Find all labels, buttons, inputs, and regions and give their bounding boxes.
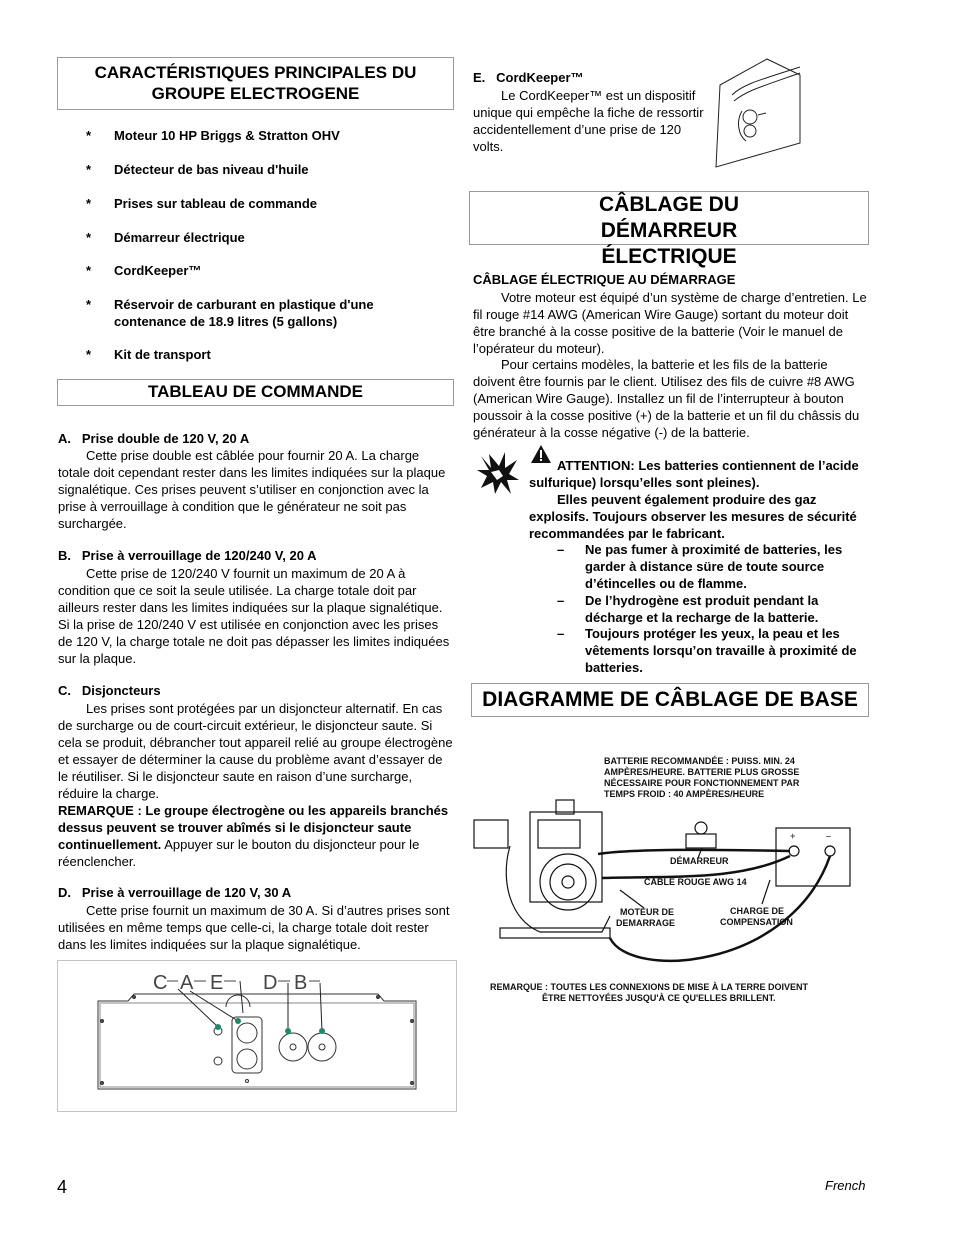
feature-label: Réservoir de carburant en plastique d'une contenance de 18.9 litres (5 gallons) bbox=[114, 297, 374, 329]
dash: – bbox=[557, 542, 565, 557]
panel-label-b: B bbox=[294, 972, 308, 994]
panel-label-a: A bbox=[180, 972, 194, 994]
motor-label-line: DEMARRAGE bbox=[616, 918, 676, 928]
panel-title: TABLEAU DE COMMANDE bbox=[147, 382, 363, 401]
panel-title-box bbox=[57, 379, 454, 406]
bullet-star: * bbox=[86, 347, 92, 362]
section-c-text: Les prises sont protégées par un disjoncteur alternatif. En cas de surcharge ou de court-circuit extérieur, le disjoncteur saute. Si cela se produit, débrancher tout appareil relié au groupe électrogène et essayer de déterminer la cause du problème avant d’essayer de le réutiliser. Si le disjoncteur saute en raison d’une surcharge, réduire la charge. bbox=[58, 701, 453, 801]
section-c-heading: C. Disjoncteurs bbox=[58, 683, 161, 698]
control-panel-figure bbox=[57, 960, 457, 1112]
section-b-heading: B. Prise à verrouillage de 120/240 V, 20 A bbox=[58, 548, 317, 563]
attention-line-1: ATTENTION: Les batteries contiennent de l’acide sulfurique) lorsqu’elles sont pleines). bbox=[529, 458, 859, 490]
bullet-star: * bbox=[86, 230, 92, 245]
cordkeeper-figure bbox=[712, 55, 802, 170]
wiring-diagram bbox=[470, 740, 870, 1020]
section-a-body: Cette prise double est câblée pour fournir 20 A. La charge totale doit cependant rester dans les limites indiquées sur la plaque signalétique. Ces prises peuvent s’utiliser en conjonction avec la prise à verrouillage à condition que le générateur ne soit pas surchargée. bbox=[58, 448, 446, 531]
wiring-paragraph-1: Votre moteur est équipé d’un système de charge d’entretien. Le fil rouge #14 AWG (American Wire Gauge) sortant du moteur doit être branché à la cosse positive de la batterie (Voir le manuel de l’opérateur du moteur). bbox=[473, 290, 867, 356]
features-title-box bbox=[57, 57, 454, 110]
section-e-body: Le CordKeeper™ est un dispositif unique qui empêche la fiche de ressortir accidentellement d’une prise de 120 volts. bbox=[473, 88, 704, 154]
attention-item bbox=[557, 541, 869, 592]
language-label: French bbox=[825, 1178, 866, 1193]
charge-label-line: COMPENSATION bbox=[720, 917, 793, 927]
bullet-star: * bbox=[86, 263, 92, 278]
section-c-note-rest: Appuyer sur le bouton du disjoncteur pour le réenclencher. bbox=[58, 837, 420, 869]
feature-label: Kit de transport bbox=[114, 347, 211, 362]
bullet-star: * bbox=[86, 128, 92, 143]
feature-label: Prises sur tableau de commande bbox=[114, 196, 318, 211]
bullet-star: * bbox=[86, 162, 92, 177]
attention-line-2: Elles peuvent également produire des gaz explosifs. Toujours observer les mesures de sécurité recommandées par le fabricant. bbox=[529, 492, 857, 541]
starter-label: DÉMARREUR bbox=[670, 856, 729, 866]
wiring-diagram-drawing bbox=[470, 740, 870, 1020]
feature-label: CordKeeper™ bbox=[114, 263, 202, 278]
section-c-body bbox=[58, 700, 454, 870]
motor-label-line: MOTEUR DE bbox=[620, 907, 674, 917]
attention-item bbox=[557, 625, 869, 676]
dash: – bbox=[557, 626, 565, 641]
charge-label-line: CHARGE DE bbox=[730, 906, 785, 916]
feature-label: Moteur 10 HP Briggs & Stratton OHV bbox=[114, 128, 340, 143]
ground-note-line: REMARQUE : TOUTES LES CONNEXIONS DE MISE À LA TERRE DOIVENT bbox=[490, 982, 809, 992]
battery-note-line: TEMPS FROID : 40 AMPÈRES/HEURE bbox=[604, 789, 765, 799]
control-panel-drawing bbox=[58, 961, 456, 1111]
red-cable-label: CÂBLE ROUGE AWG 14 bbox=[644, 877, 747, 887]
wiring-paragraph-2: Pour certains modèles, la batterie et les fils de la batterie doivent être fournis par le client. Utilisez des fils de cuivre #8 AWG (American Wire Gauge). Installez un fil de l’interrupteur à bouton poussoir à la cosse positive (+) de la batterie et un fil du châssis du générateur à la cosse négative (-) de la batterie. bbox=[473, 357, 860, 440]
panel-label-c: C bbox=[153, 972, 168, 994]
section-d-heading: D. Prise à verrouillage de 120 V, 30 A bbox=[58, 885, 292, 900]
wiring-title-box bbox=[469, 191, 869, 268]
section-e-heading: E. CordKeeper™ bbox=[473, 70, 584, 85]
feature-label: Démarreur électrique bbox=[114, 230, 245, 245]
attention-block bbox=[529, 457, 869, 542]
battery-note-line: BATTERIE RECOMMANDÉE : PUISS. MIN. 24 bbox=[604, 756, 795, 766]
battery-note-line: NÉCESSAIRE POUR FONCTIONNEMENT PAR bbox=[604, 778, 800, 788]
explosion-icon bbox=[477, 450, 521, 496]
battery-minus: – bbox=[826, 831, 832, 841]
features-title: CARACTÉRISTIQUES PRINCIPALES DU GROUPE ELECTROGENE bbox=[94, 63, 417, 103]
attention-item bbox=[557, 592, 869, 626]
dash: – bbox=[557, 593, 565, 608]
bullet-star: * bbox=[86, 297, 92, 312]
section-a-heading: A. Prise double de 120 V, 20 A bbox=[58, 431, 250, 446]
attention-item-text: Toujours protéger les yeux, la peau et les vêtements lorsqu’on travaille à proximité de batteries. bbox=[585, 626, 857, 675]
cordkeeper-drawing bbox=[712, 55, 802, 170]
panel-label-e: E bbox=[210, 972, 224, 994]
wiring-subheading: CÂBLAGE ÉLECTRIQUE AU DÉMARRAGE bbox=[473, 272, 736, 287]
wiring-title: CÂBLAGE DU DÉMARREUR ÉLECTRIQUE bbox=[599, 193, 739, 268]
bullet-star: * bbox=[86, 196, 92, 211]
feature-label: Détecteur de bas niveau d'huile bbox=[114, 162, 309, 177]
attention-item-text: De l’hydrogène est produit pendant la décharge et la recharge de la batterie. bbox=[585, 593, 819, 625]
section-c-note bbox=[58, 802, 454, 870]
battery-plus: + bbox=[790, 831, 796, 841]
section-d-body: Cette prise fournit un maximum de 30 A. Si d’autres prises sont utilisées en même temps que celle-ci, la charge totale doit rester dans les limites indiquées sur la plaque signalétique. bbox=[58, 903, 450, 952]
page-number: 4 bbox=[57, 1177, 68, 1197]
panel-label-d: D bbox=[263, 972, 278, 994]
attention-item-text: Ne pas fumer à proximité de batteries, les garder à distance süre de toute source d’étincelles ou de flamme. bbox=[585, 542, 843, 591]
section-c-note-bold: REMARQUE : Le groupe électrogène ou les appareils branchés dessus peuvent se trouver abîmés si le disjoncteur saute continuellement. bbox=[58, 803, 449, 852]
ground-note-line: ÊTRE NETTOYÉES JUSQU'À CE QU'ELLES BRILLENT. bbox=[542, 993, 776, 1003]
diagram-title: DIAGRAMME DE CÂBLAGE DE BASE bbox=[482, 688, 858, 711]
section-b-body: Cette prise de 120/240 V fournit un maximum de 20 A à condition que ce soit la seule utilisée. La charge totale doit par ailleurs rester dans les limites indiquées sur la plaque signalétique. Si la prise de 120/240 V est utilisée en conjonction avec les prises de 120 V, la charge totale ne doit pas dépasser les limites indiquées sur la plaque. bbox=[58, 566, 450, 666]
diagram-title-box bbox=[471, 683, 869, 717]
battery-note-line: AMPÈRES/HEURE. BATTERIE PLUS GROSSE bbox=[604, 767, 800, 777]
